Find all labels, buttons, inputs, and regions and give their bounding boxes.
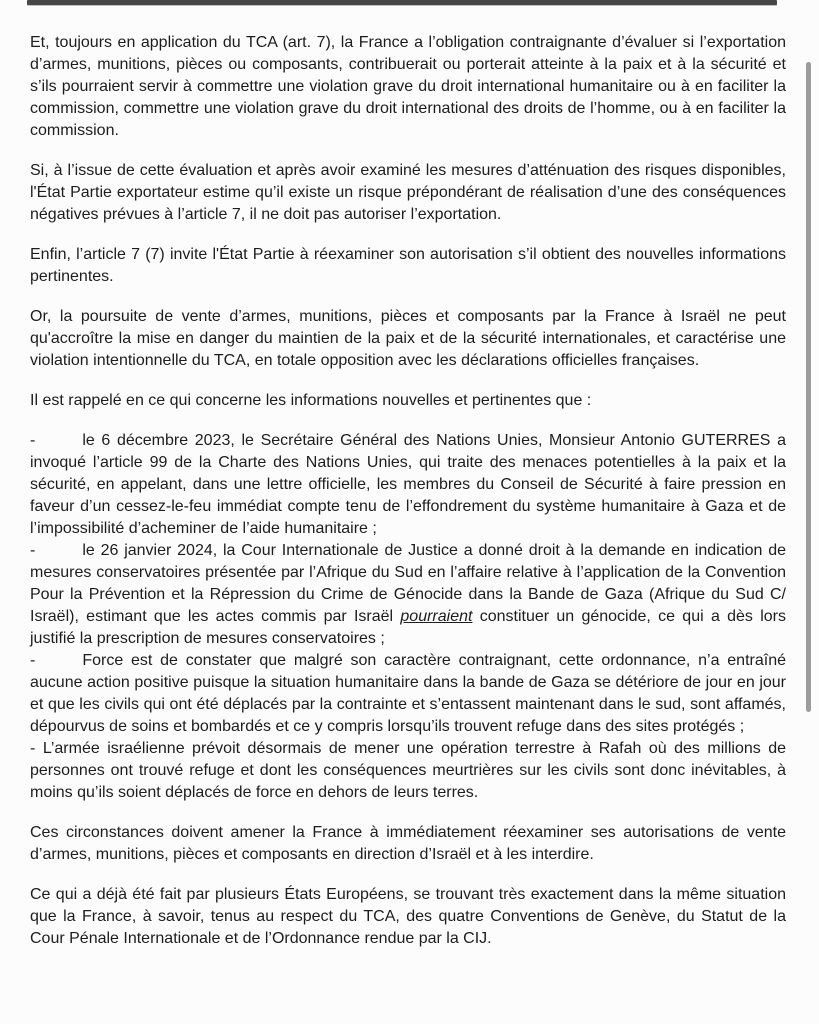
paragraph-france-must-reexamine: Ces circonstances doivent amener la France à immédiatement réexaminer ses autorisations de vente d’armes, munitions, pièces et composants en direction d’Israël et à les interdire.	[30, 824, 786, 863]
top-divider-bar	[27, 0, 777, 5]
bullet-dash: -	[30, 740, 36, 757]
paragraph-risk-assessment: Si, à l’issue de cette évaluation et après avoir examiné les mesures d’atténuation des risques disponibles, l'État Partie exportateur estime qu’il existe un risque prépondérant de réalisation d’une des conséquences négatives prévues à l’article 7, il ne doit pas autoriser l’exportation.	[30, 162, 786, 223]
bullet-dash: -	[30, 432, 36, 449]
paragraph-tca-article7-obligation: Et, toujours en application du TCA (art. 7), la France a l’obligation contraignante d’évaluer si l’exportation d’armes, munitions, pièces ou composants, contribuerait ou porterait atteinte à la paix et à la sécurité et s’ils pourraient servir à commettre une violation grave du droit international humanitaire ou à en faciliter la commission, commettre une violation grave du droit international des droits de l’homme, ou à en faciliter la commission.	[30, 34, 786, 139]
paragraph-article7-7-reexamine: Enfin, l’article 7 (7) invite l'État Partie à réexaminer son autorisation s’il obtient des nouvelles informations pertinentes.	[30, 246, 786, 285]
bullet-text: Force est de constater que malgré son caractère contraignant, cette ordonnance, n’a entraîné aucune action positive puisque la situation humanitaire dans la bande de Gaza se détériore de jour en jour et que les civils qui ont été déplacés par la contrainte et s’entassent maintenant dans le sud, sont affamés, dépourvus de soins et bombardés et ce y compris lorsqu’ils trouvent refuge dans des sites protégés ;	[30, 652, 786, 735]
bullet-item-guterres-article99	[30, 430, 786, 540]
paragraph-new-information-intro: Il est rappelé en ce qui concerne les informations nouvelles et pertinentes que :	[30, 392, 592, 409]
bullet-text: L’armée israélienne prévoit désormais de mener une opération terrestre à Rafah où des millions de personnes ont trouvé refuge et dont les conséquences meurtrières sur les civils sont donc inévitables, à moins qu’ils soient déplacés de force en dehors de leurs terres.	[30, 740, 787, 801]
bullet-item-humanitarian-deterioration	[30, 650, 786, 738]
bullet-item-icj-order	[30, 540, 786, 650]
scrollbar-thumb[interactable]	[806, 62, 811, 712]
bullet-text: le 6 décembre 2023, le Secrétaire Général des Nations Unies, Monsieur Antonio GUTERRES a invoqué l’article 99 de la Charte des Nations Unies, qui traite des menaces potentielles à la paix et la sécurité, en appelant, dans une lettre officielle, les membres du Conseil de Sécurité à faire pression en faveur d’un cessez-le-feu immédiat compte tenu de l’effondrement du système humanitaire à Gaza et de l’impossibilité d’acheminer de l’aide humanitaire ;	[30, 432, 786, 537]
document-page	[30, 32, 786, 968]
paragraph-european-states-precedent: Ce qui a déjà été fait par plusieurs États Européens, se trouvant très exactement dans la même situation que la France, à savoir, tenus au respect du TCA, des quatre Conventions de Genève, du Statut de la Cour Pénale Internationale et de l’Ordonnance rendue par la CIJ.	[30, 886, 786, 947]
emphasized-word: pourraient	[400, 608, 473, 625]
bullet-dash: -	[30, 652, 36, 669]
bullet-item-rafah-operation	[30, 738, 786, 804]
bullet-text-after: constituer un génocide, ce qui a dès lors justifié la prescription de mesures conservatoires ;	[30, 608, 786, 647]
bullet-list-new-information	[30, 430, 786, 804]
paragraph-france-israel-violation: Or, la poursuite de vente d’armes, munitions, pièces et composants par la France à Israël ne peut qu'accroître la mise en danger du maintien de la paix et de la sécurité internationales, et caractérise une violation intentionnelle du TCA, en totale opposition avec les déclarations officielles françaises.	[30, 308, 786, 369]
bullet-dash: -	[30, 542, 36, 559]
bullet-text-before: le 26 janvier 2024, la Cour Internationale de Justice a donné droit à la demande en indication de mesures conservatoires présentée par l’Afrique du Sud en l’affaire relative à l’application de la Convention Pour la Prévention et la Répression du Crime de Génocide dans la Bande de Gaza (Afrique du Sud C/ Israël), estimant que les actes commis par Israël	[30, 542, 786, 625]
